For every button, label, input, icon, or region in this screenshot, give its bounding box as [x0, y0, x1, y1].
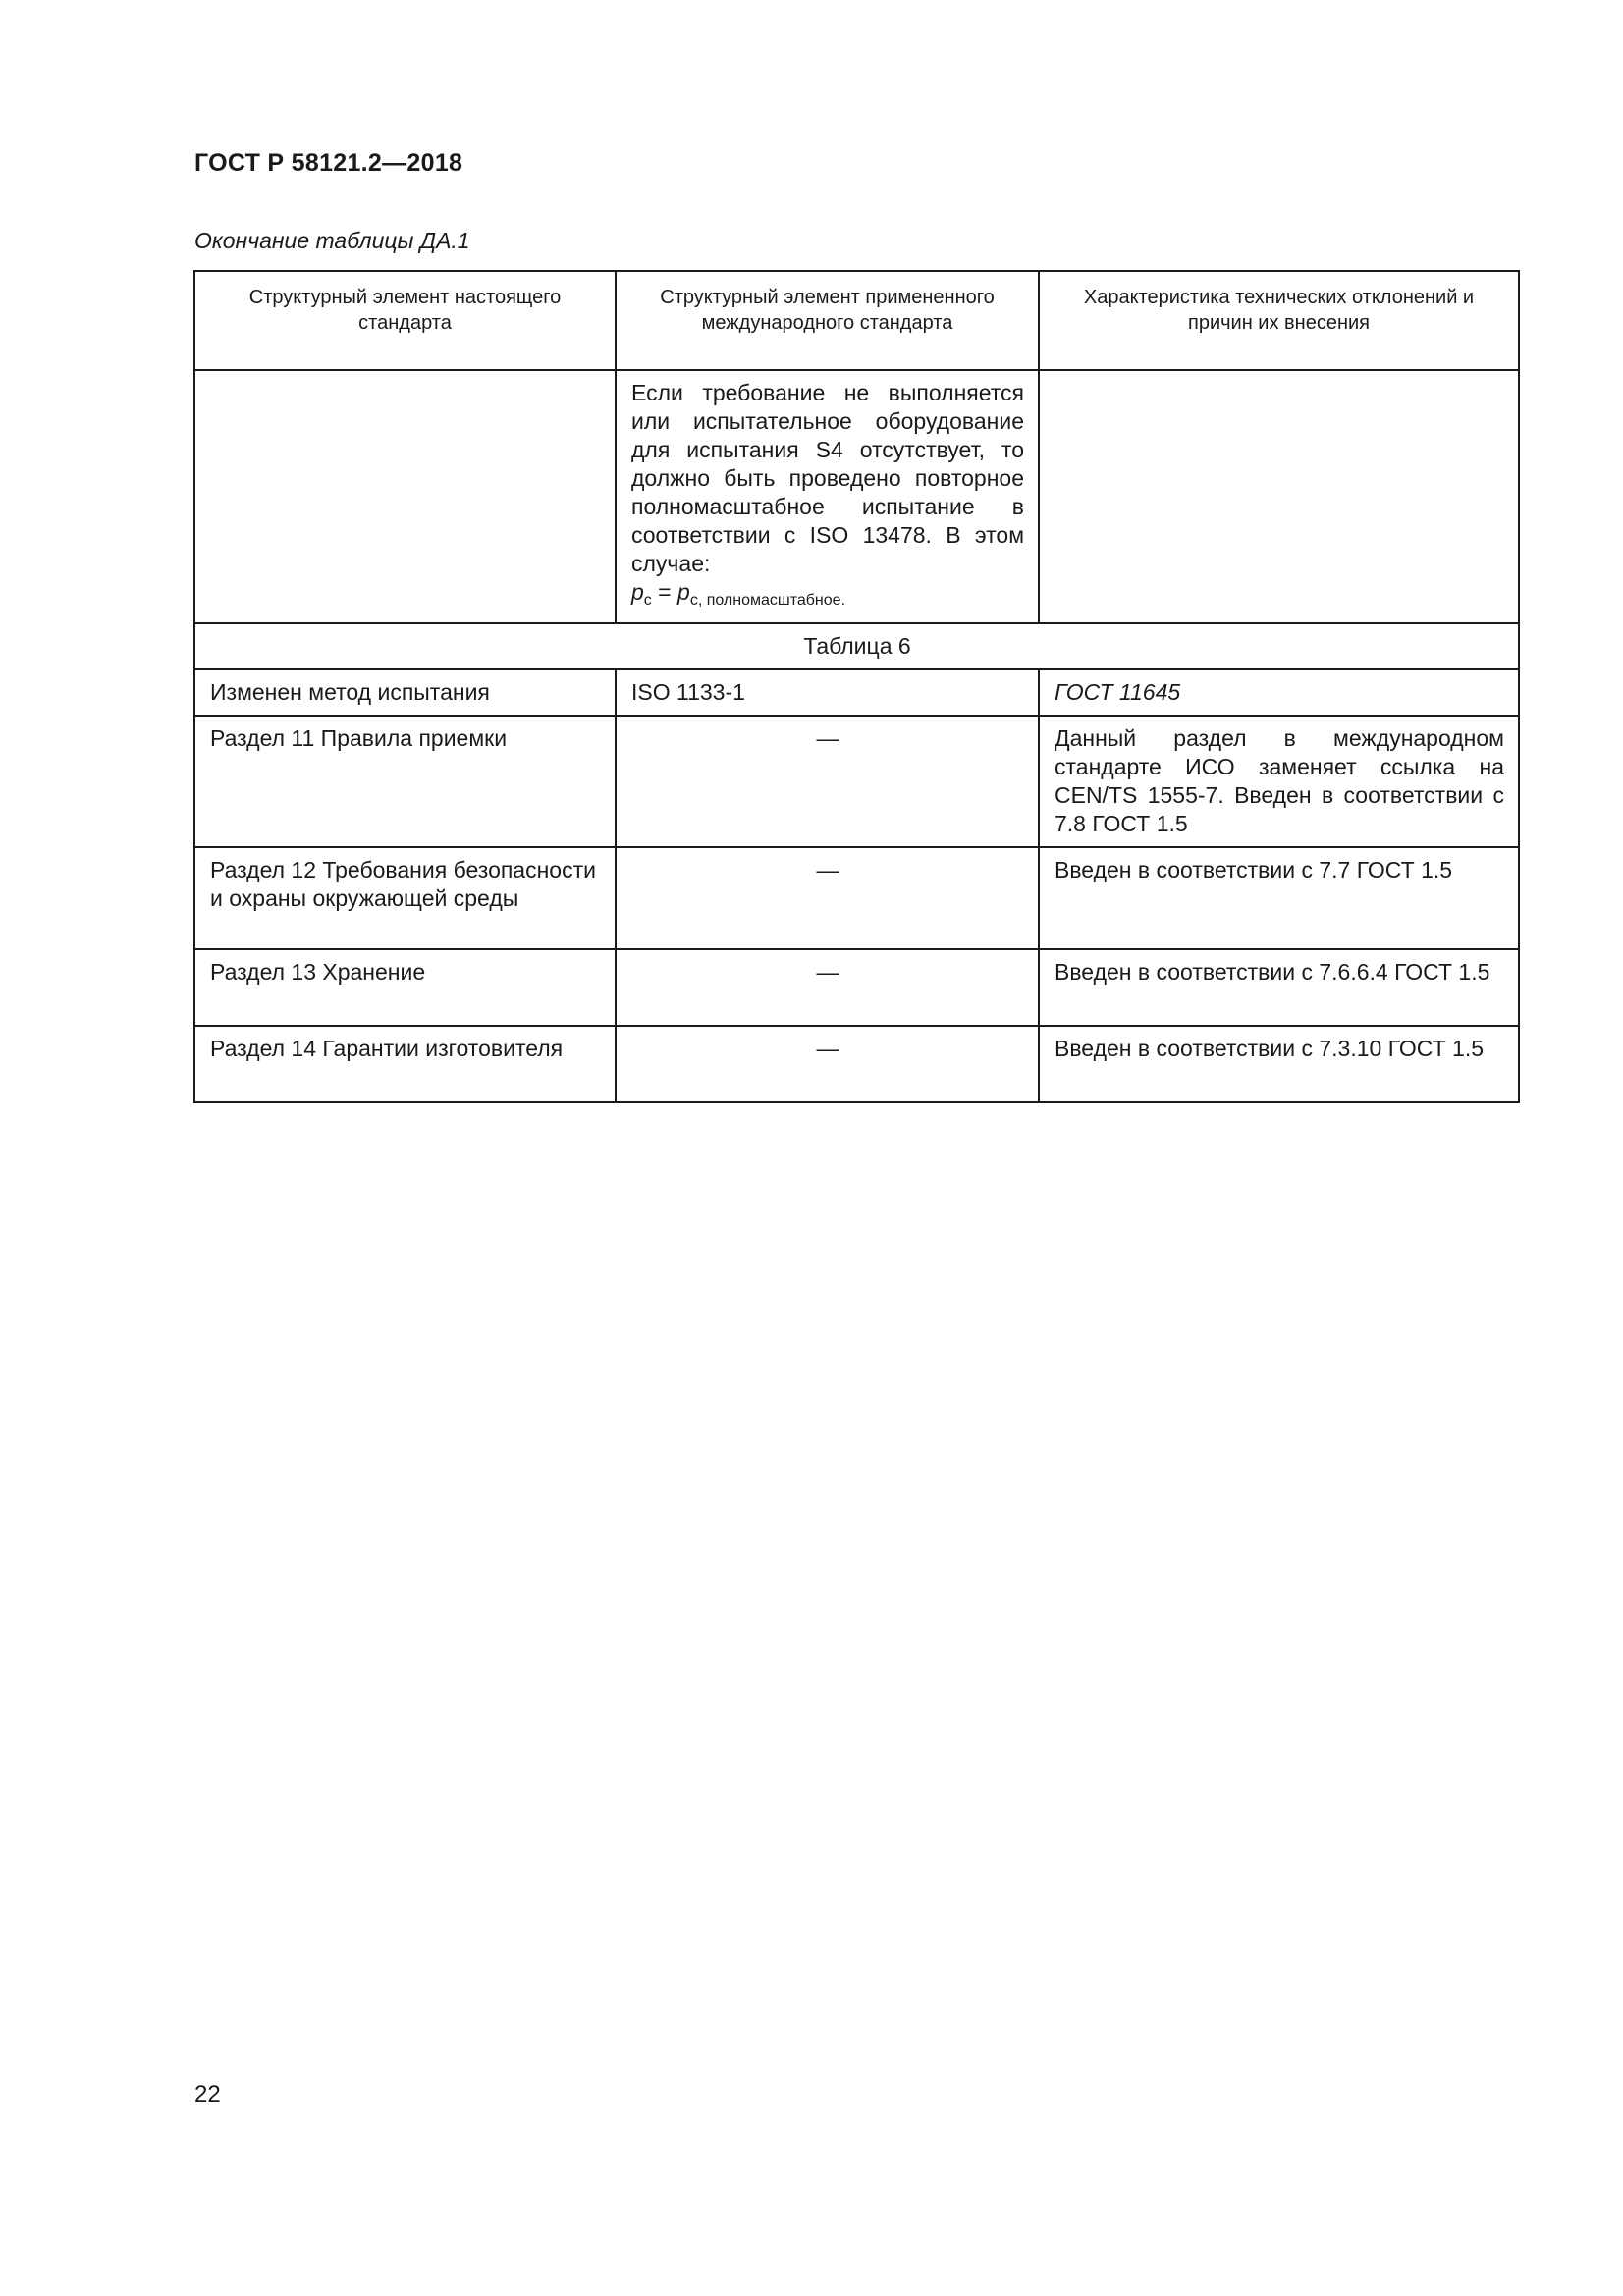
column-header-international-standard: Структурный элемент примененного международного стандарта [616, 271, 1039, 370]
formula-lhs-symbol: p [631, 579, 644, 605]
formula-equals: = [651, 579, 678, 605]
row-international-cell: — [616, 847, 1039, 949]
row-characteristic-cell: Введен в соответствии с 7.3.10 ГОСТ 1.5 [1039, 1026, 1519, 1102]
continuation-cell-empty-3 [1039, 370, 1519, 623]
continuation-requirement-text: Если требование не выполняется или испытательное оборудование для испытания S4 отсутствует, то должно быть проведено повторное полномасштабное испытание в соответствии с ISO 13478. В этом случае: [631, 380, 1024, 576]
formula-rhs-symbol: p [677, 579, 690, 605]
table-row [194, 949, 1519, 1026]
row-characteristic-cell: Введен в соответствии с 7.6.6.4 ГОСТ 1.5 [1039, 949, 1519, 1026]
pressure-formula [631, 579, 846, 609]
row-international-cell: — [616, 949, 1039, 1026]
continuation-cell-empty-1 [194, 370, 616, 623]
document-title: ГОСТ Р 58121.2—2018 [194, 149, 463, 177]
column-header-this-standard: Структурный элемент настоящего стандарта [194, 271, 616, 370]
row-international-cell: — [616, 716, 1039, 847]
table-row [194, 847, 1519, 949]
row-element-cell: Раздел 11 Правила приемки [194, 716, 616, 847]
row-international-cell: ISO 1133-1 [616, 669, 1039, 716]
column-header-deviation-characteristics: Характеристика технических отклонений и причин их внесения [1039, 271, 1519, 370]
row-element-cell: Раздел 13 Хранение [194, 949, 616, 1026]
formula-lhs-subscript: c [643, 592, 652, 609]
table-caption: Окончание таблицы ДА.1 [194, 228, 470, 253]
row-element-cell: Раздел 14 Гарантии изготовителя [194, 1026, 616, 1102]
row-element-cell: Изменен метод испытания [194, 669, 616, 716]
continuation-cell-requirement [616, 370, 1039, 623]
row-characteristic-cell: Введен в соответствии с 7.7 ГОСТ 1.5 [1039, 847, 1519, 949]
row-characteristic-cell: Данный раздел в международном стандарте ИСО заменяет ссылка на CEN/TS 1555-7. Введен в соответствии с 7.8 ГОСТ 1.5 [1039, 716, 1519, 847]
section-title-table-6: Таблица 6 [194, 623, 1519, 669]
row-international-cell: — [616, 1026, 1039, 1102]
row-characteristic-cell: ГОСТ 11645 [1039, 669, 1519, 716]
formula-rhs-subscript: c, полномасштабное. [689, 592, 846, 609]
deviations-table [193, 270, 1520, 1103]
table-header-row [194, 271, 1519, 370]
table-row [194, 1026, 1519, 1102]
row-element-cell: Раздел 12 Требования безопасности и охраны окружающей среды [194, 847, 616, 949]
table-row [194, 669, 1519, 716]
table-row [194, 716, 1519, 847]
section-title-row [194, 623, 1519, 669]
continuation-row [194, 370, 1519, 623]
page-number: 22 [194, 2081, 221, 2108]
